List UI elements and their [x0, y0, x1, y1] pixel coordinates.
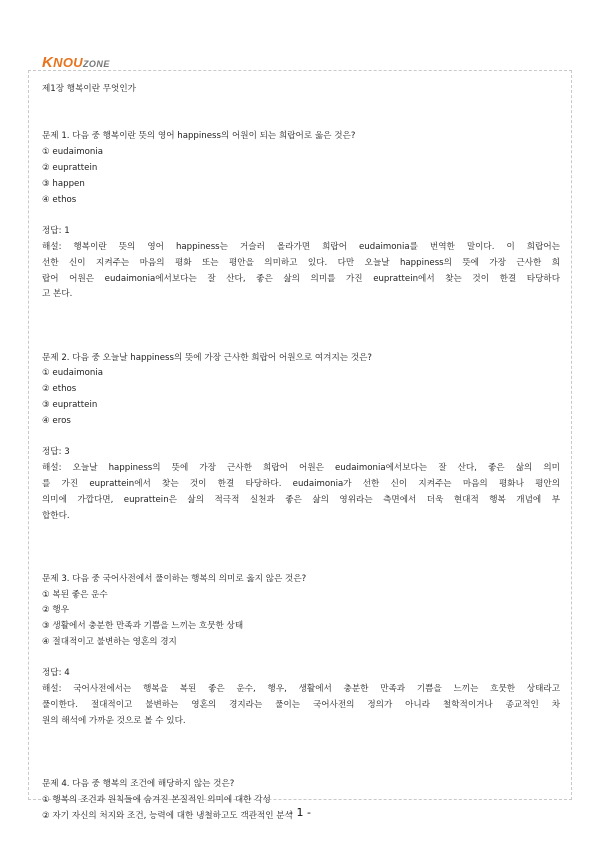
- question-2: 문제 2. 다음 중 오늘날 happiness의 뜻에 가장 근사한 희랍어 어원으로 여겨지는 것은?: [42, 352, 372, 363]
- logo-zone: ZONE: [82, 59, 110, 69]
- q1-explanation-line-3: 랍어 어원은 eudaimonia에서보다는 잘 산다, 좋은 삶의 의미를 가진 euprattein에서 찾는 것이 한결 타당하다: [42, 273, 560, 284]
- q2-option-3: ③ euprattein: [42, 399, 98, 410]
- q4-option-1: ① 행복의 조건과 원칙들에 숨겨진 본질적인 의미에 대한 각성: [42, 794, 271, 805]
- question-3: 문제 3. 다음 중 국어사전에서 풀이하는 행복의 의미로 옳지 않은 것은?: [42, 573, 307, 584]
- q3-option-2: ② 행우: [42, 605, 70, 616]
- document-body: [42, 82, 560, 824]
- q2-explanation-line-1: 해설: 오늘날 happiness의 뜻에 가장 근사한 희랍어 어원은 eudaimonia에서보다는 잘 산다, 좋은 삶의 의미: [42, 463, 560, 474]
- q3-explanation-line-2: 풀이한다. 절대적이고 불변하는 영혼의 경지라는 풀이는 국어사전의 정의가 아니라 철학적이거나 종교적인 차: [42, 700, 560, 711]
- q1-option-4: ④ ethos: [42, 194, 77, 205]
- q1-option-1: ① eudaimonia: [42, 147, 104, 158]
- question-1: 문제 1. 다음 중 행복이란 뜻의 영어 happiness의 어원이 되는 희랍어로 옳은 것은?: [42, 131, 356, 142]
- knouzone-logo: [42, 54, 110, 71]
- q3-option-4: ④ 절대적이고 불변하는 영혼의 경지: [42, 636, 177, 647]
- q3-explanation-line-3: 원의 해석에 가까운 것으로 볼 수 있다.: [42, 715, 186, 726]
- page-number: - 1 -: [289, 806, 311, 819]
- q1-option-3: ③ happen: [42, 178, 85, 189]
- logo-k: K: [42, 54, 54, 71]
- q1-explanation-line-4: 고 본다.: [42, 289, 73, 300]
- q4-option-2: ② 자기 자신의 처지와 조건, 능력에 대한 냉철하고도 객관적인 분석: [42, 810, 293, 821]
- q1-option-2: ② euprattein: [42, 162, 98, 173]
- q1-explanation-line-1: 해설: 행복이란 뜻의 영어 happiness는 거슬러 올라가면 희랍어 eudaimonia를 번역한 말이다. 이 희랍어는: [42, 241, 560, 252]
- q2-answer: 정답: 3: [42, 447, 70, 458]
- q3-option-1: ① 복된 좋은 운수: [42, 589, 108, 600]
- q2-explanation-line-3: 의미에 가깝다면, euprattein은 삶의 적극적 실천과 좋은 삶의 영위라는 측면에서 더욱 현대적 행복 개념에 부: [42, 494, 560, 505]
- question-4: 문제 4. 다음 중 행복의 조건에 해당하지 않는 것은?: [42, 779, 235, 790]
- q3-answer: 정답: 4: [42, 668, 70, 679]
- q2-explanation-line-2: 를 가진 euprattein에서 찾는 것이 한결 타당하다. eudaimonia가 선한 신이 지켜주는 마음의 평화나 평안의: [42, 478, 560, 489]
- q1-answer: 정답: 1: [42, 226, 70, 237]
- q3-option-3: ③ 생활에서 충분한 만족과 기쁨을 느끼는 흐뭇한 상태: [42, 621, 244, 632]
- q2-option-2: ② ethos: [42, 384, 77, 395]
- q2-explanation-line-4: 합한다.: [42, 510, 70, 521]
- chapter-title: 제1장 행복이란 무엇인가: [42, 84, 136, 94]
- q1-explanation-line-2: 선한 신이 지켜주는 마음의 평화 또는 평안을 의미하고 있다. 다만 오늘날 happiness의 뜻에 가장 근사한 희: [42, 257, 560, 268]
- q2-option-1: ① eudaimonia: [42, 368, 104, 379]
- q3-explanation-line-1: 해설: 국어사전에서는 행복을 복된 좋은 운수, 행우, 생활에서 충분한 만족과 기쁨을 느끼는 흐뭇한 상태라고: [42, 684, 560, 695]
- q2-option-4: ④ eros: [42, 415, 71, 426]
- logo-nou: NOU: [53, 55, 83, 70]
